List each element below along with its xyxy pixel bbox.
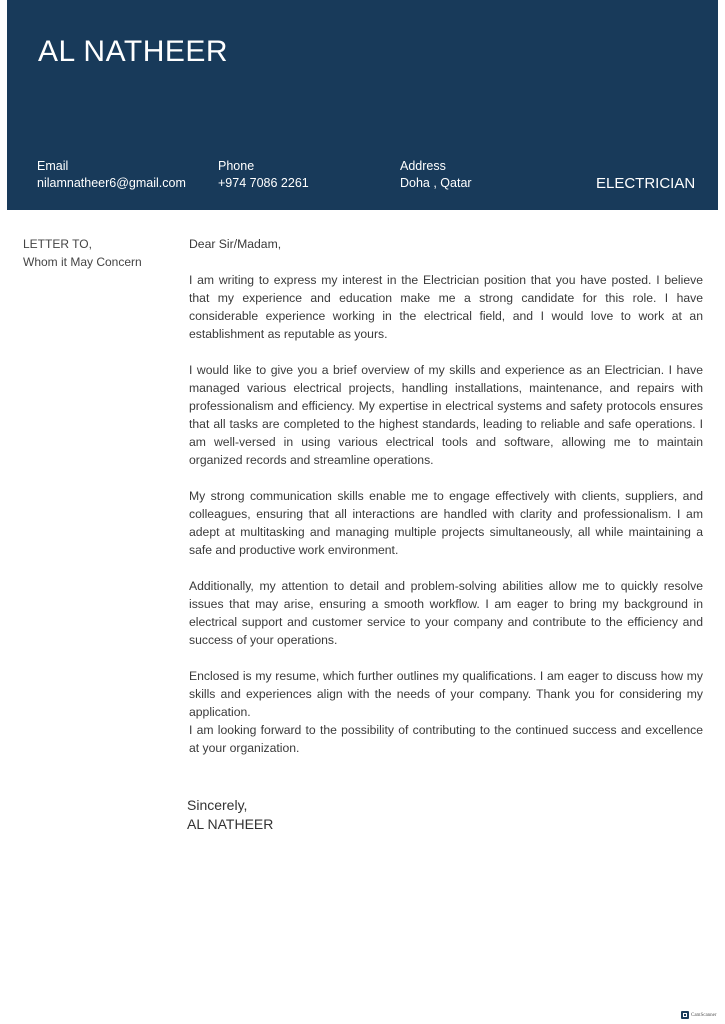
contact-email <box>37 158 186 191</box>
closing-block <box>187 796 273 834</box>
closing-line: Sincerely, <box>187 797 248 813</box>
letter-body <box>189 235 703 775</box>
contact-phone <box>218 158 309 191</box>
salutation: Dear Sir/Madam, <box>189 237 282 251</box>
header-banner <box>7 0 718 210</box>
recipient-line-2: Whom it May Concern <box>23 255 142 269</box>
scanner-watermark <box>681 1011 717 1019</box>
signature-name: AL NATHEER <box>187 816 274 832</box>
address-value: Doha , Qatar <box>400 176 472 190</box>
email-value: nilamnatheer6@gmail.com <box>37 176 186 190</box>
recipient-block <box>23 235 142 271</box>
scanner-watermark-text: CamScanner <box>691 1012 717 1018</box>
recipient-line-1: LETTER TO, <box>23 237 92 251</box>
applicant-name: AL NATHEER <box>38 35 229 68</box>
email-label: Email <box>37 159 69 173</box>
letter-paragraph: I am writing to express my interest in the Electrician position that you have posted. I believe that my experience and education make me a strong candidate for this role. I have considerable experience working in the electrical field, and I would love to work at an establishment as reputable as yours. <box>189 273 703 341</box>
phone-value: +974 7086 2261 <box>218 176 309 190</box>
address-label: Address <box>400 159 446 173</box>
scanner-logo-icon <box>681 1011 689 1019</box>
letter-paragraph: I am looking forward to the possibility of contributing to the continued success and excellence at your organization. <box>189 723 703 755</box>
letter-paragraph: My strong communication skills enable me to engage effectively with clients, suppliers, and colleagues, ensuring that all interactions are handled with clarity and professionalism. I am adept at multitasking and managing multiple projects simultaneously, all while maintaining a safe and productive work environment. <box>189 489 703 557</box>
letter-paragraph: Additionally, my attention to detail and problem-solving abilities allow me to quickly resolve issues that may arise, ensuring a smooth workflow. I am eager to bring my background in electrical support and customer service to your company and contribute to the efficiency and success of your operations. <box>189 579 703 647</box>
letter-paragraph: Enclosed is my resume, which further outlines my qualifications. I am eager to discuss how my skills and experiences align with the needs of your company. Thank you for considering my application. <box>189 669 703 719</box>
contact-address <box>400 158 472 191</box>
letter-paragraph: I would like to give you a brief overview of my skills and experience as an Electrician. I have managed various electrical projects, handling installations, maintenance, and repairs with professionalism and efficiency. My expertise in electrical systems and safety protocols ensures that all tasks are completed to the highest standards, leading to reliable and safe operations. I am well-versed in using various electrical tools and software, allowing me to maintain organized records and streamline operations. <box>189 363 703 467</box>
job-title: ELECTRICIAN <box>596 175 696 192</box>
phone-label: Phone <box>218 159 255 173</box>
